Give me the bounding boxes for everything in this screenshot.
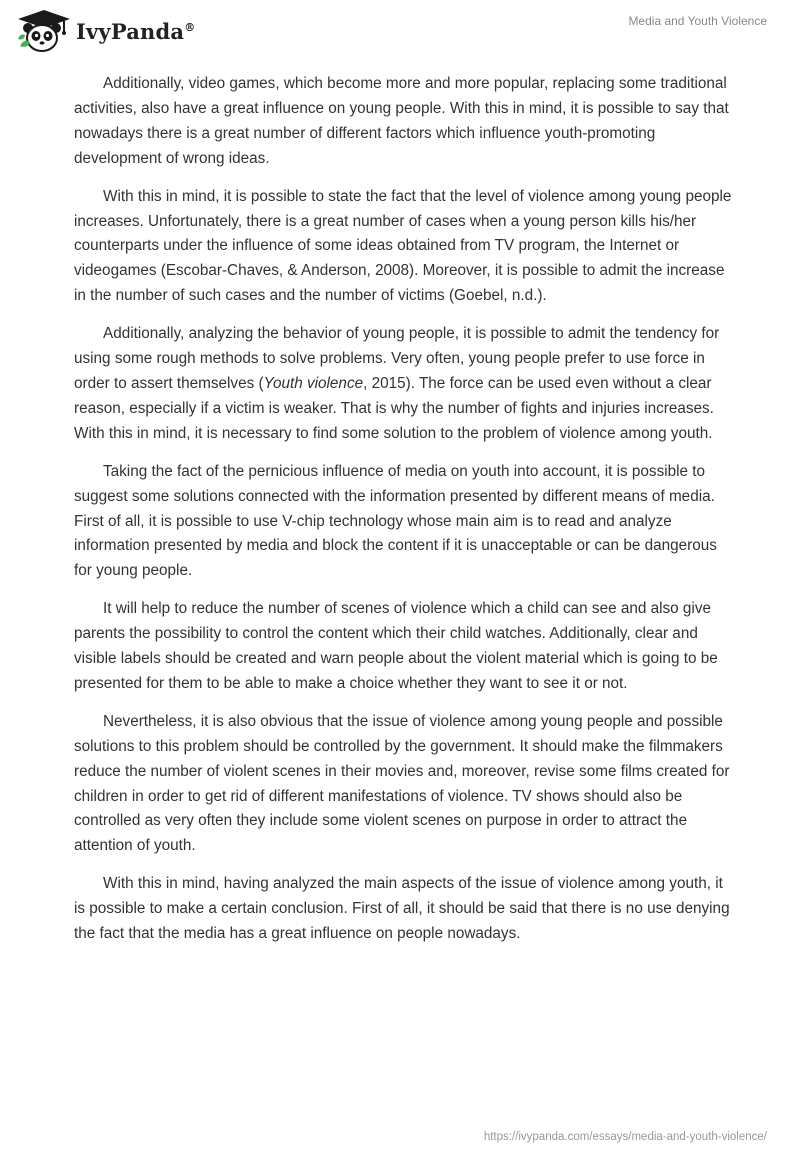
paragraph-3-after: , 2015). The force can be used even without a clear reason, especially if a victim is weaker. That is why the number of fights and injuries increases. With this in mind, it is necessary to find some solution to the problem of violence among youth. [74, 374, 714, 442]
page-header [0, 0, 800, 60]
paragraph-3 [74, 322, 734, 447]
panda-graduate-icon [14, 8, 74, 54]
paragraph-5: It will help to reduce the number of scenes of violence which a child can see and also give parents the possibility to control the content which their child watches. Additionally, clear and visible labels should be created and warn people about the violent material which is going to be presented for them to be able to make a choice whether they want to see it or not. [74, 600, 718, 692]
ivypanda-logo[interactable] [14, 8, 195, 54]
brand-name: IvyPanda® [76, 18, 196, 44]
citation-title: Youth violence [263, 374, 364, 392]
paragraph-6: Nevertheless, it is also obvious that the issue of violence among young people and possible solutions to this problem should be controlled by the government. It should make the filmmakers reduce the number of violent scenes in their movies and, moreover, revise some films created for children in order to get rid of different manifestations of violence. TV shows should also be controlled as very often they include some violent scenes on purpose in order to attract the attention of youth. [74, 712, 730, 855]
paragraph-3-before: Additionally, analyzing the behavior of young people, it is possible to admit the tendency for using some rough methods to solve problems. Very often, young people prefer to use force in order to assert themselves ( [74, 325, 720, 392]
paragraph-2: With this in mind, it is possible to state the fact that the level of violence among young people increases. Unfortunately, there is a great number of cases when a young person kills his/her counterparts under the influence of some ideas obtained from TV program, the Internet or videogames (Escobar-Chaves, & Anderson, 2008). Moreover, it is possible to admit the increase in the number of such cases and the number of victims (Goebel, n.d.). [74, 187, 732, 305]
paragraph-1: Additionally, video games, which become more and more popular, replacing some traditional activities, also have a great influence on young people. With this in mind, it is possible to say that nowadays there is a great number of different factors which influence youth-promoting development of wrong ideas. [74, 75, 729, 167]
source-url[interactable]: https://ivypanda.com/essays/media-and-youth-violence/ [483, 1131, 767, 1143]
document-title: Media and Youth Violence [628, 14, 767, 28]
registered-mark: ® [184, 20, 196, 34]
paragraph-7: With this in mind, having analyzed the main aspects of the issue of violence among youth, it is possible to make a certain conclusion. First of all, it should be said that there is no use denying the fact that the media has a great influence on people nowadays. [74, 875, 730, 943]
essay-body [74, 72, 734, 960]
paragraph-4: Taking the fact of the pernicious influence of media on youth into account, it is possible to suggest some solutions connected with the information presented by different means of media. First of all, it is possible to use V-chip technology whose main aim is to read and analyze information presented by media and block the content if it is unacceptable or can be dangerous for young people. [74, 462, 717, 580]
